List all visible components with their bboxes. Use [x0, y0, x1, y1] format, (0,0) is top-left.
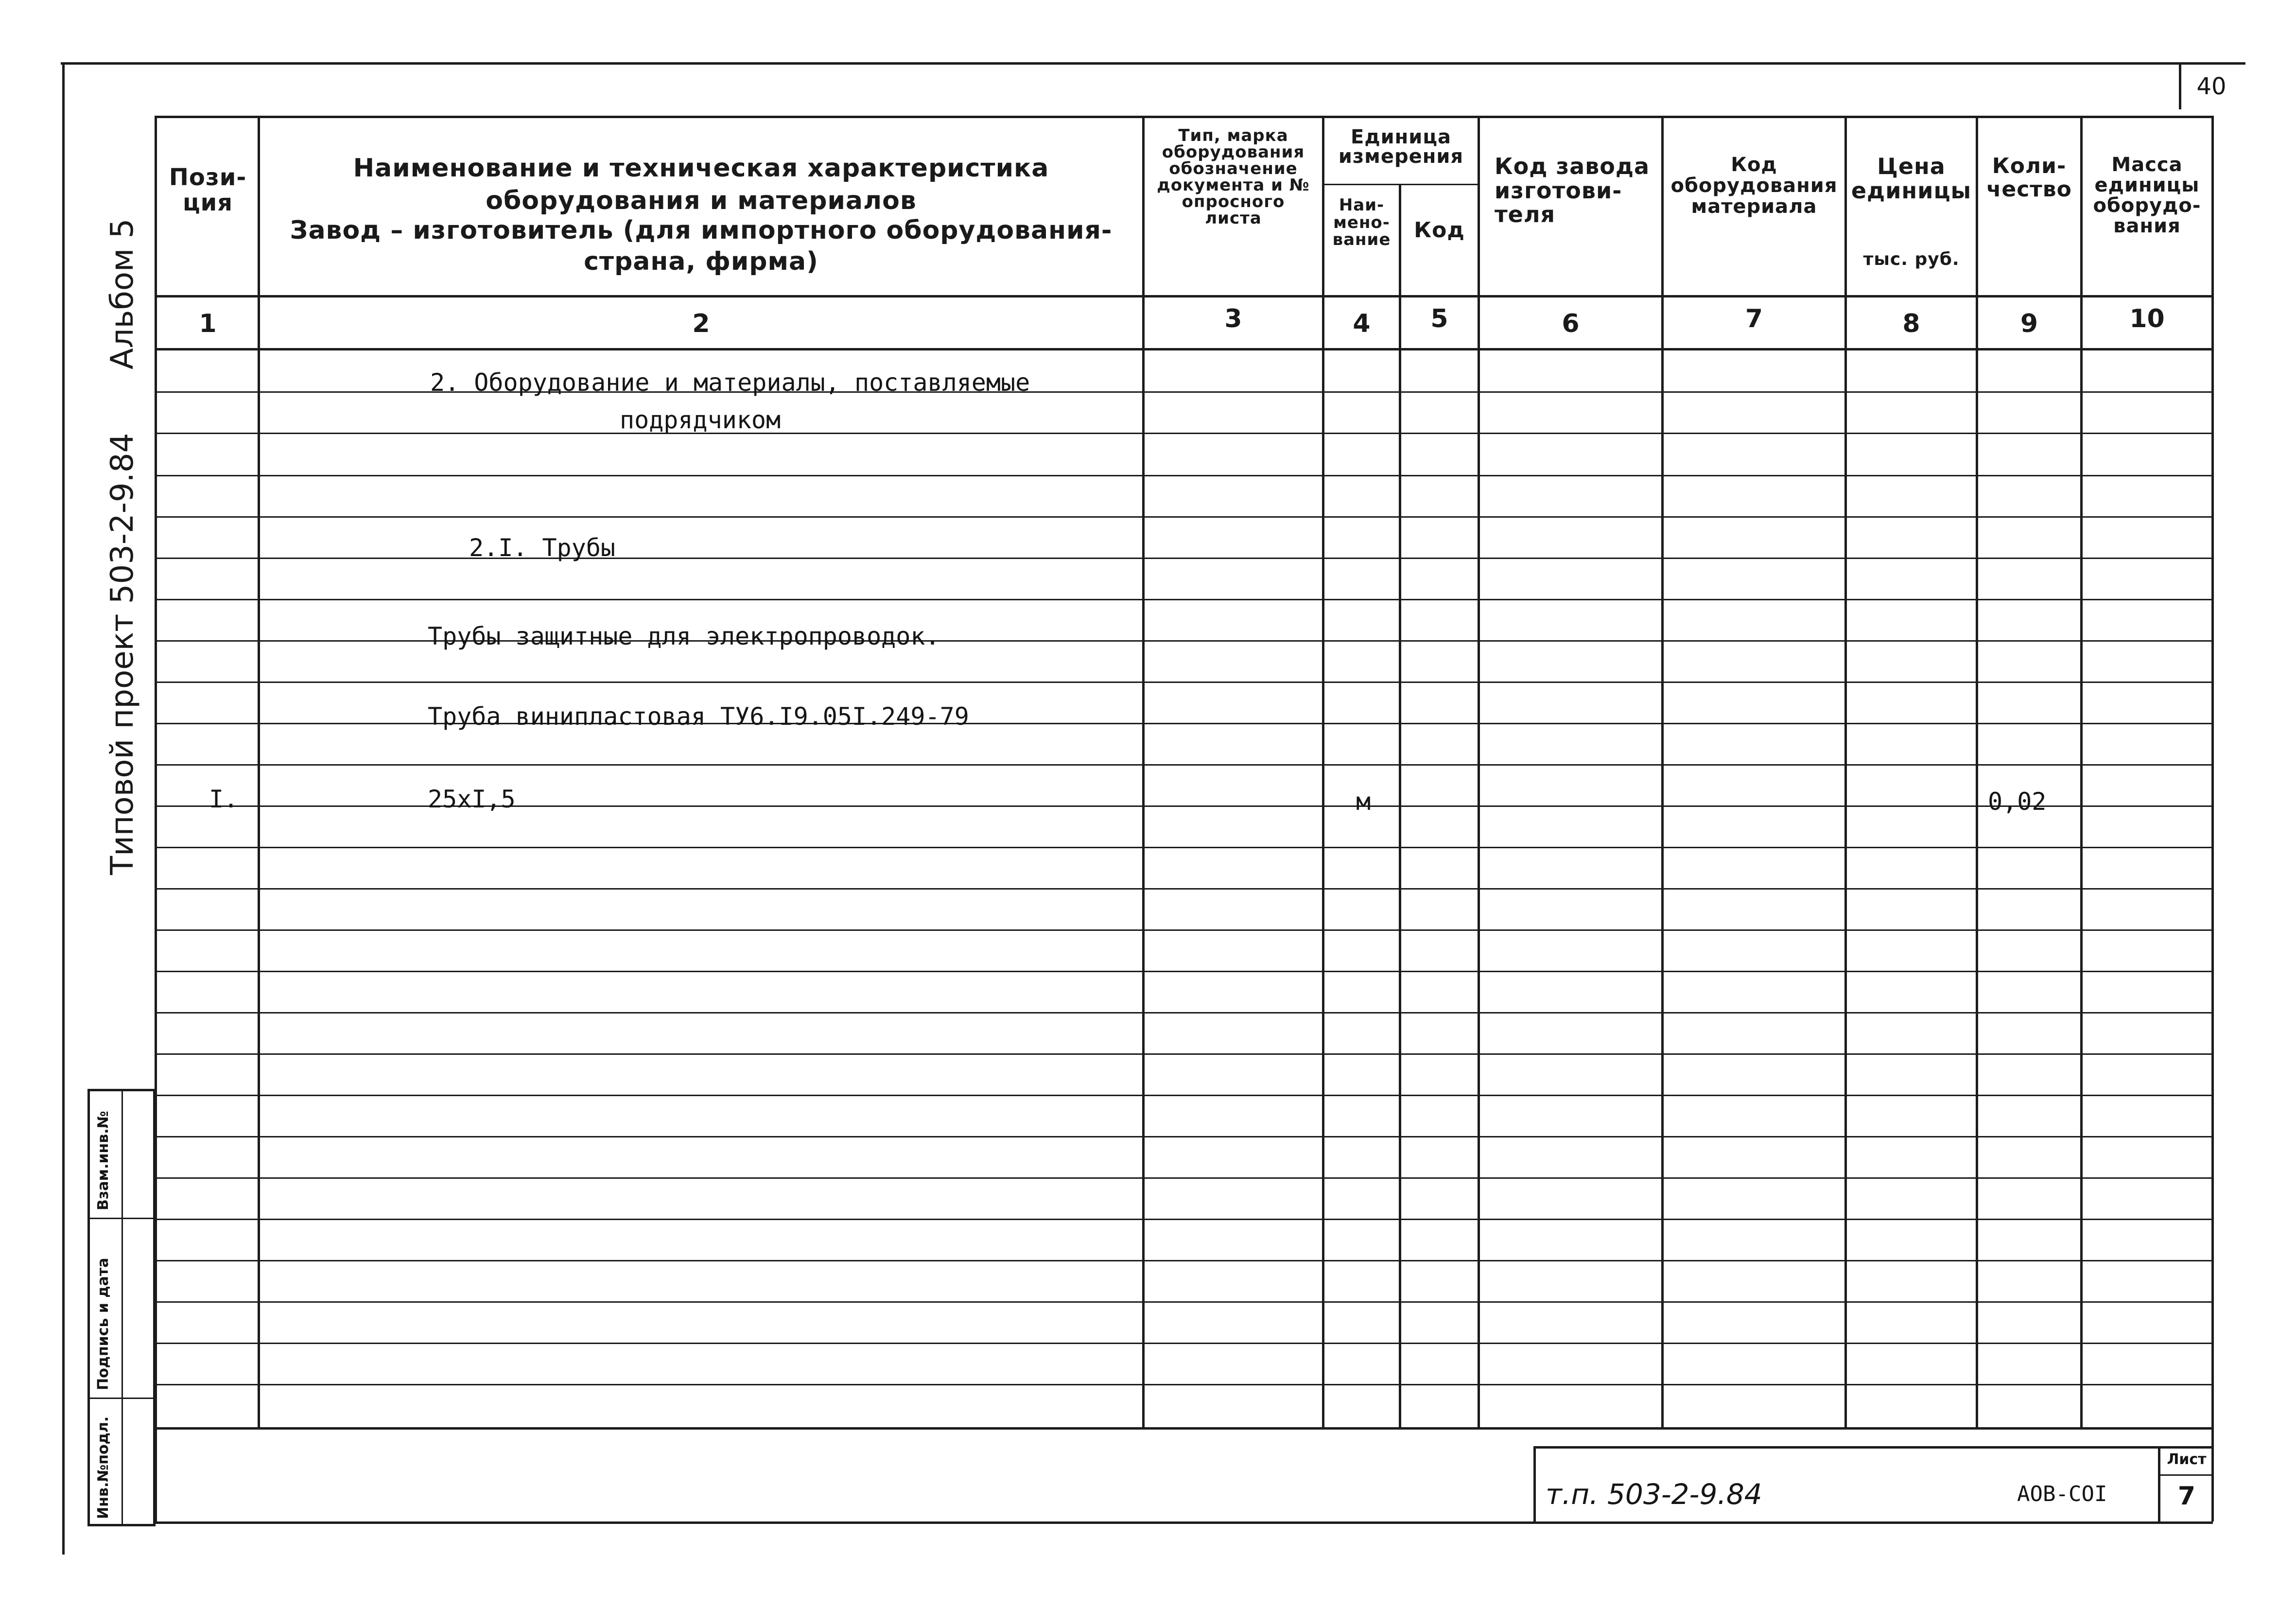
- stamp-label-inventory: Инв.№подл.: [95, 1416, 112, 1519]
- left-frame-line: [62, 62, 65, 1555]
- header-unit-group: Единица измерения: [1338, 126, 1464, 168]
- stamp-row-divider: [87, 1218, 156, 1219]
- column-number: 8: [1902, 309, 1920, 338]
- header-position: Пози- ция: [169, 164, 247, 216]
- header-unit-price: Цена единицы: [1851, 153, 1972, 204]
- header-name-line3: Завод – изготовитель (для импортного оборудования-: [290, 216, 1113, 245]
- header-manufacturer-code: Код завода изготови- теля: [1495, 153, 1650, 228]
- column-number: 1: [199, 309, 217, 338]
- row-line: [155, 1095, 2213, 1096]
- row-line: [155, 929, 2213, 931]
- header-name-line1: Наименование и техническая характеристика: [353, 154, 1049, 183]
- item-quantity: 0,02: [1988, 787, 2047, 816]
- row-line: [155, 475, 2213, 476]
- sheet-label: Лист: [2167, 1451, 2207, 1468]
- row-line: [155, 682, 2213, 683]
- column-number: 10: [2129, 304, 2165, 333]
- header-name-line4: страна, фирма): [584, 247, 818, 276]
- header-type-brand: Тип, марка оборудования обозначение документа и № опросного листа: [1157, 126, 1310, 228]
- row-line: [155, 516, 2213, 518]
- side-project-label: Типовой проект 503-2-9.84: [104, 433, 140, 875]
- row-line: [155, 599, 2213, 600]
- header-price-unit: тыс. руб.: [1863, 249, 1960, 269]
- stamp-row-divider: [87, 1398, 156, 1399]
- row-line: [155, 1053, 2213, 1055]
- sheet-cell-divider: [2158, 1474, 2213, 1476]
- column-number: 9: [2020, 309, 2038, 338]
- bottom-frame-line: [155, 1521, 2213, 1524]
- column-number: 5: [1430, 304, 1448, 333]
- top-frame-line: [61, 62, 2245, 65]
- section-title-line2: подрядчиком: [620, 406, 781, 434]
- title-block-left: [1533, 1446, 1536, 1523]
- row-line: [155, 764, 2213, 766]
- row-line: [155, 847, 2213, 848]
- subsection-title: 2.I. Трубы: [469, 534, 616, 562]
- header-equipment-code: Код оборудования материала: [1670, 154, 1838, 218]
- table-right-border: [2211, 116, 2214, 1521]
- item-name: Труба винипластовая ТУ6.I9.05I.249-79: [428, 702, 969, 731]
- row-line: [155, 1177, 2213, 1179]
- row-line: [155, 1012, 2213, 1014]
- column-number: 6: [1562, 309, 1580, 338]
- row-line: [155, 1343, 2213, 1344]
- doc-code: т.п. 503-2-9.84: [1546, 1478, 1762, 1511]
- row-line: [155, 888, 2213, 890]
- column-number: 7: [1745, 304, 1763, 333]
- row-line: [155, 1301, 2213, 1303]
- row-line: [155, 1136, 2213, 1137]
- group-title: Трубы защитные для электропроводок.: [428, 622, 940, 650]
- column-number: 4: [1353, 309, 1371, 338]
- header-unit-mass: Масса единицы оборудо- вания: [2093, 154, 2201, 237]
- item-unit: м: [1356, 787, 1371, 816]
- column-number: 2: [692, 309, 710, 338]
- header-name-line2: оборудования и материалов: [486, 186, 917, 215]
- sheet-number: 7: [2177, 1482, 2196, 1511]
- header-unit-code: Код: [1414, 218, 1465, 243]
- side-album-label: Альбом 5: [104, 218, 140, 369]
- stamp-inner-divider: [122, 1089, 123, 1526]
- title-block-top: [1533, 1446, 2214, 1449]
- row-line: [155, 433, 2213, 434]
- row-line: [155, 971, 2213, 972]
- section-title-line1: 2. Оборудование и материалы, поставляемые: [430, 368, 1030, 397]
- header-bottom-line: [155, 295, 2213, 297]
- header-quantity: Коли- чество: [1986, 154, 2072, 202]
- stamp-label-signature: Подпись и дата: [95, 1258, 112, 1390]
- item-position: I.: [209, 785, 239, 813]
- row-line: [155, 1260, 2213, 1261]
- row-line: [155, 1219, 2213, 1220]
- sheet-corner-number: 40: [2196, 73, 2226, 100]
- table-body-bottom: [155, 1427, 2213, 1430]
- stamp-label-replacement: Взам.инв.№: [95, 1111, 112, 1210]
- row-line: [155, 558, 2213, 559]
- row-line: [155, 1384, 2213, 1385]
- item-size: 25хI,5: [428, 785, 516, 813]
- sheet-number-box-left: [2179, 63, 2181, 109]
- header-unit-name: Наи- мено- вание: [1332, 195, 1391, 250]
- table-top-border: [155, 116, 2213, 118]
- column-numbers-bottom-line: [155, 348, 2213, 350]
- column-number: 3: [1224, 304, 1242, 333]
- sheet-code: АОВ-СОI: [2017, 1482, 2107, 1506]
